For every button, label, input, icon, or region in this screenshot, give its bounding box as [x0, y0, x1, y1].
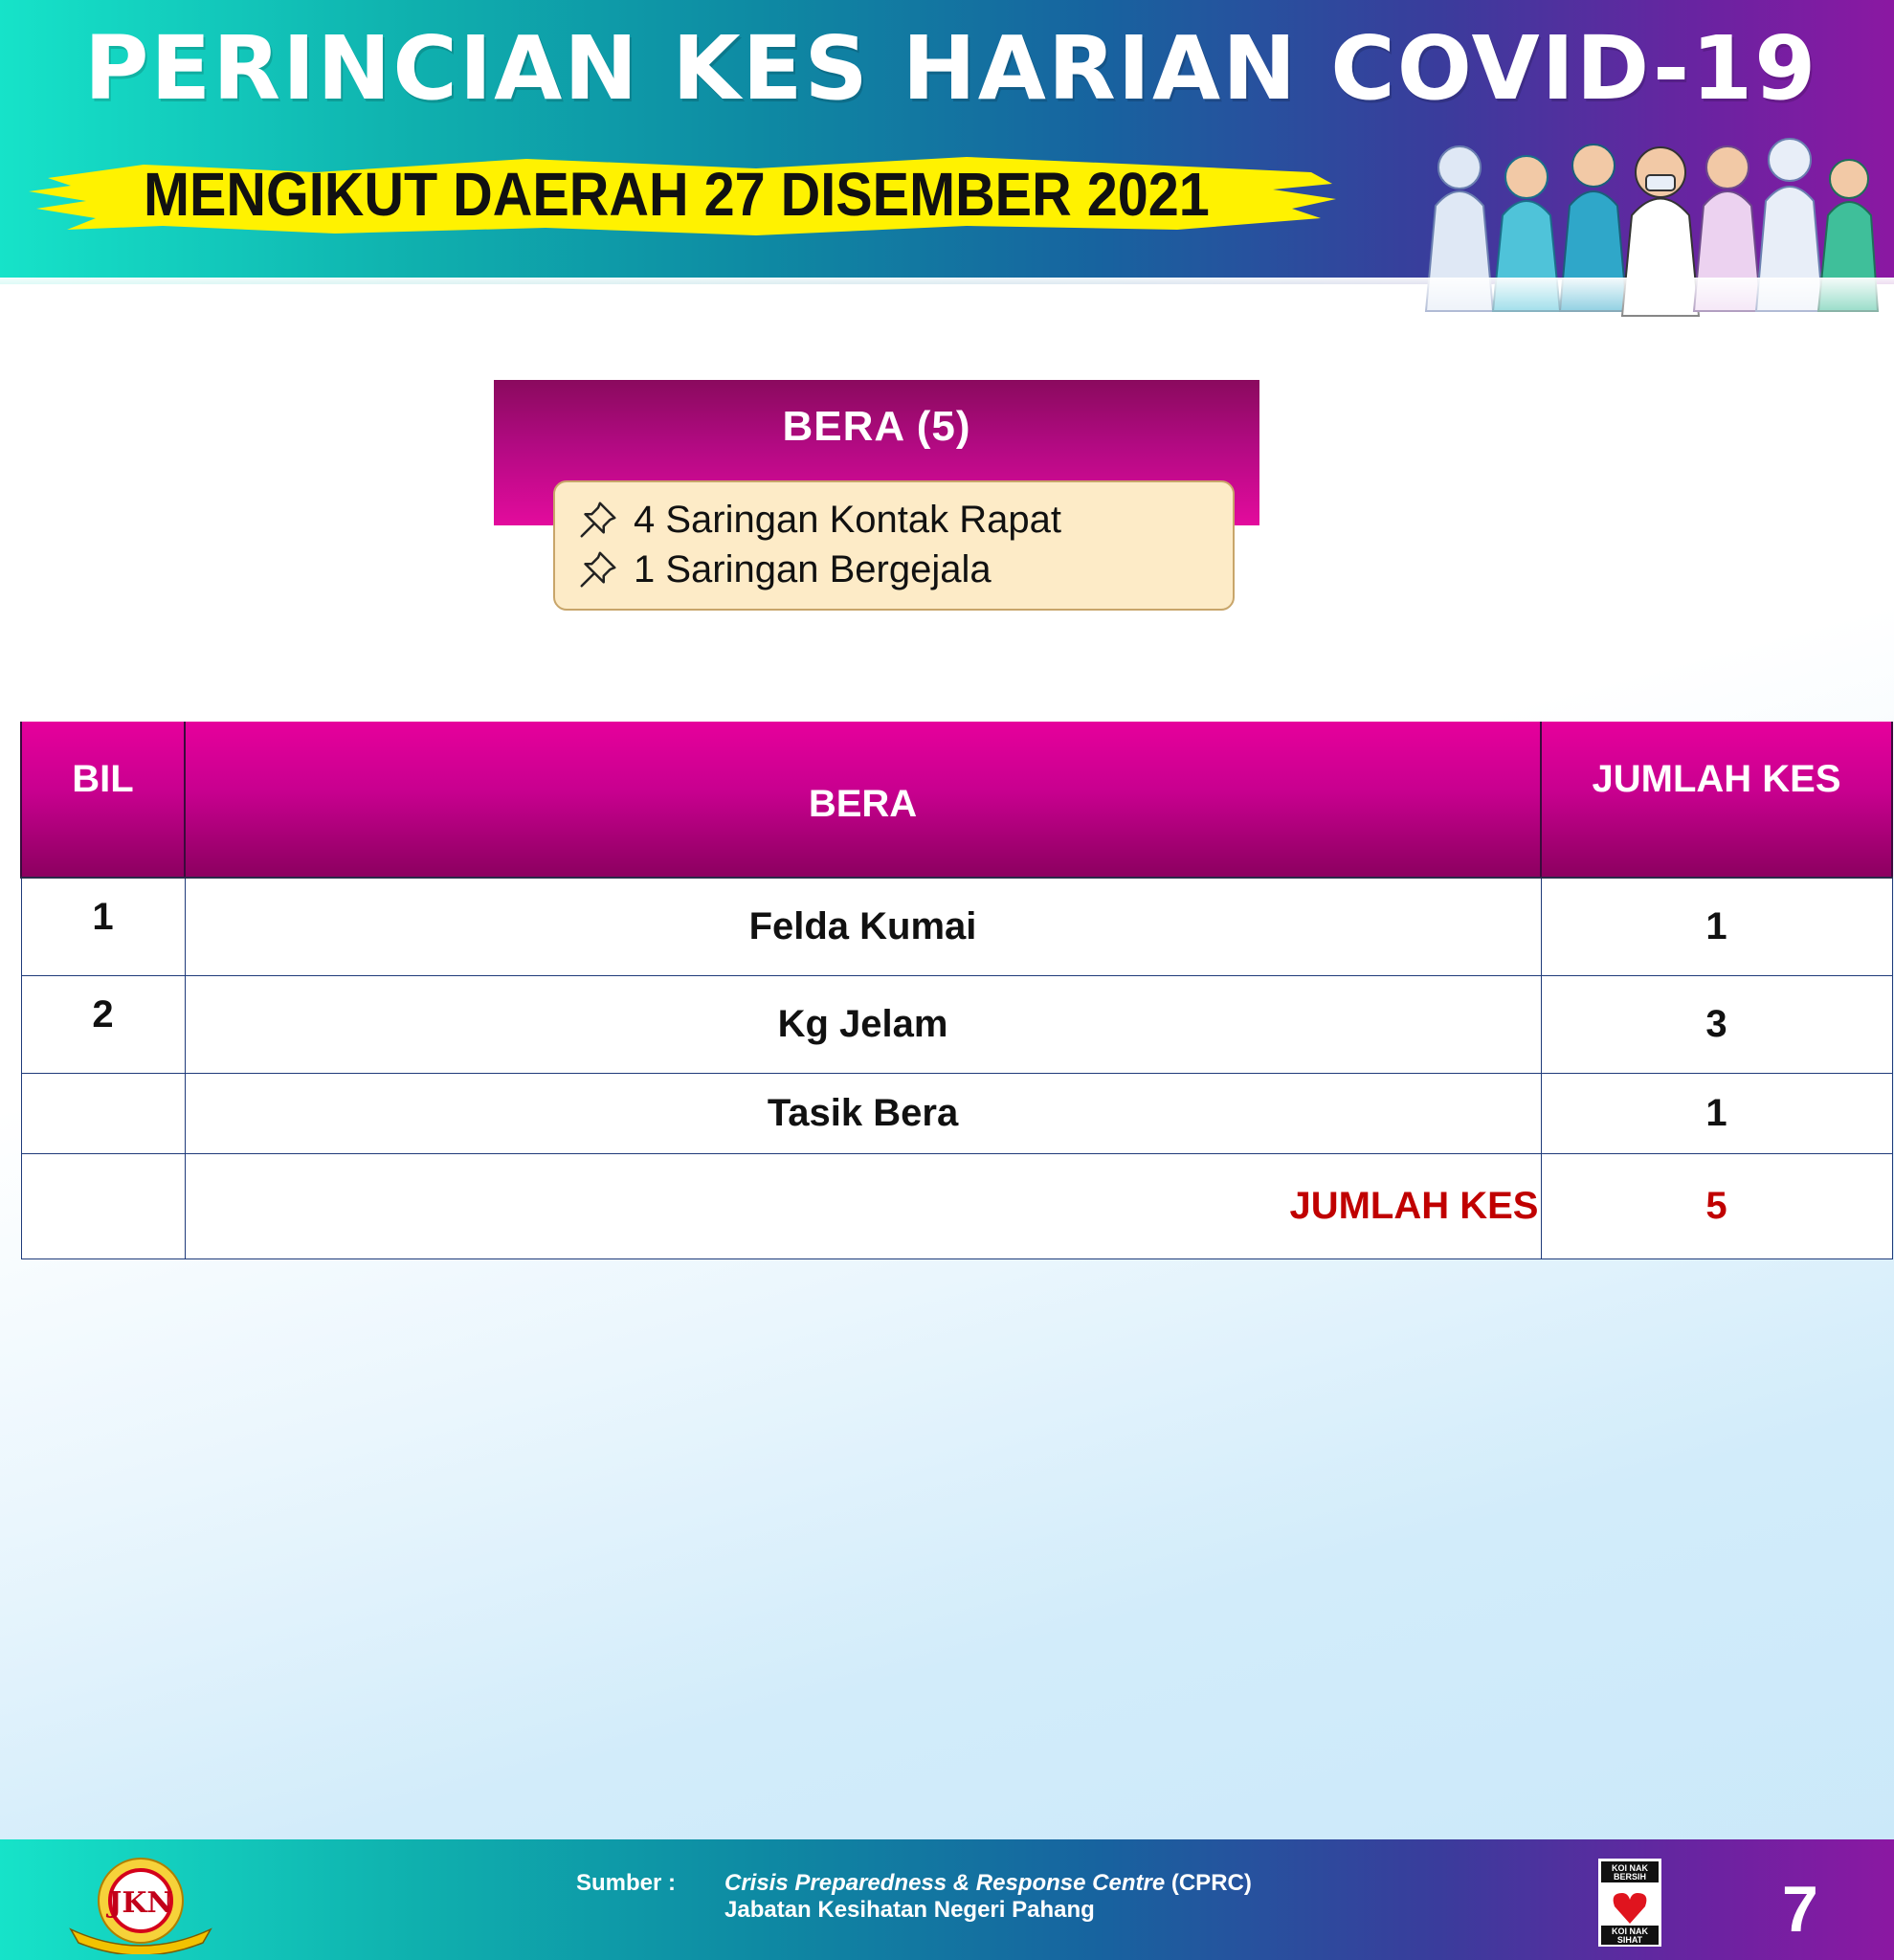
column-header-bil: BIL — [21, 722, 185, 878]
koi-nak-sihat-logo — [1598, 1859, 1661, 1947]
svg-text:KOI NAK: KOI NAK — [1612, 1927, 1648, 1936]
cell-location: Kg Jelam — [185, 976, 1541, 1074]
table-row — [21, 976, 1892, 1074]
total-value: 5 — [1541, 1154, 1892, 1259]
source-department: Jabatan Kesihatan Negeri Pahang — [724, 1897, 1095, 1923]
column-header-location: BERA — [185, 722, 1541, 878]
source-label: Sumber : — [576, 1870, 677, 1896]
cell-cases: 3 — [1541, 976, 1892, 1074]
cell-location: Felda Kumai — [185, 878, 1541, 976]
page-number: 7 — [1782, 1873, 1818, 1946]
source-organization — [724, 1870, 1252, 1897]
svg-text:SIHAT: SIHAT — [1616, 1935, 1643, 1945]
district-detail-box — [553, 480, 1235, 611]
detail-item — [576, 546, 992, 593]
source-org-abbr: (CPRC) — [1165, 1870, 1252, 1896]
table-row — [21, 878, 1892, 976]
svg-text:JKN: JKN — [108, 1886, 173, 1920]
cell-bil — [21, 1074, 185, 1154]
page-title: PERINCIAN KES HARIAN COVID-19 — [84, 17, 1818, 120]
header-banner — [0, 0, 1894, 284]
table-header-row — [21, 722, 1892, 878]
svg-text:KOI NAK: KOI NAK — [1612, 1863, 1648, 1873]
pushpin-icon — [576, 547, 620, 591]
total-label: JUMLAH KES — [185, 1154, 1541, 1259]
table-row — [21, 1074, 1892, 1154]
cell-bil-empty — [21, 1154, 185, 1259]
cell-location: Tasik Bera — [185, 1074, 1541, 1154]
cell-cases: 1 — [1541, 878, 1892, 976]
svg-text:BERSIH: BERSIH — [1613, 1872, 1647, 1882]
cell-bil: 1 — [21, 878, 185, 976]
source-org-name: Crisis Preparedness & Response Centre — [724, 1870, 1166, 1896]
jkn-logo — [59, 1855, 222, 1954]
cell-cases: 1 — [1541, 1074, 1892, 1154]
detail-text: 4 Saringan Kontak Rapat — [634, 498, 1061, 541]
detail-text: 1 Saringan Bergejala — [634, 547, 992, 590]
header-fade — [0, 278, 1894, 345]
detail-item — [576, 496, 1061, 544]
footer-banner — [0, 1839, 1894, 1960]
district-title: BERA (5) — [782, 403, 971, 450]
page-subtitle: MENGIKUT DAERAH 27 DISEMBER 2021 — [144, 160, 1210, 229]
cell-bil: 2 — [21, 976, 185, 1074]
total-row — [21, 1154, 1892, 1259]
pushpin-icon — [576, 498, 620, 542]
cases-table — [20, 722, 1893, 1259]
column-header-cases: JUMLAH KES — [1541, 722, 1892, 878]
